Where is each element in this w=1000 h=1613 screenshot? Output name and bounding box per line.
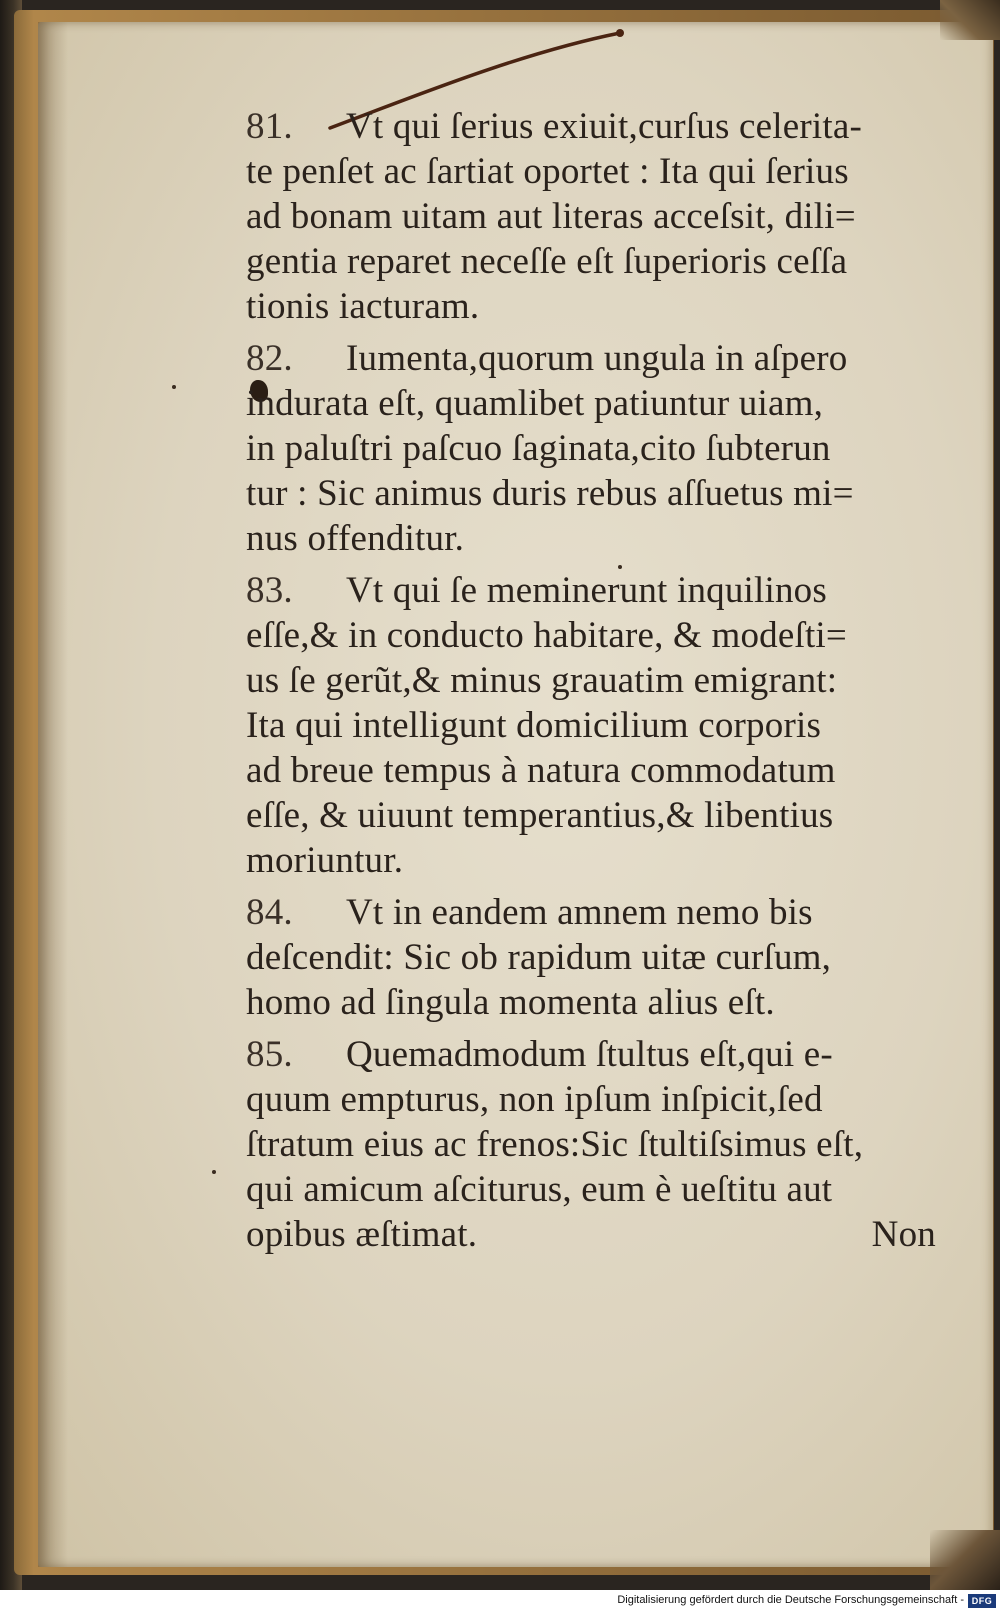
paragraph-number: 84. — [246, 892, 293, 933]
text-line — [246, 284, 936, 329]
line-text: te penſet ac ſartiat oportet : Ita qui ſerius — [246, 151, 849, 192]
footer-credit: Digitalisierung gefördert durch die Deutsche Forschungsgemeinschaft - — [617, 1594, 964, 1606]
line-text: quum empturus, non ipſum inſpicit,ſed — [246, 1079, 823, 1120]
text-line — [246, 194, 936, 239]
text-line — [246, 1212, 936, 1257]
page-text — [246, 104, 936, 1264]
text-line — [246, 1077, 936, 1122]
paragraph-number: 82. — [246, 338, 293, 379]
text-line — [246, 658, 936, 703]
line-text: indurata eſt, quamlibet patiuntur uiam, — [246, 383, 824, 424]
dfg-logo: DFG — [968, 1594, 996, 1608]
paragraph — [246, 104, 936, 329]
paper-speck — [172, 385, 176, 389]
line-text: Ita qui intelligunt domicilium corporis — [246, 705, 822, 746]
line-text: tur : Sic animus duris rebus aſſuetus mi= — [246, 473, 854, 514]
text-line — [246, 935, 936, 980]
page-corner-top — [940, 0, 1000, 40]
line-text: Iumenta,quorum ungula in aſpero — [346, 338, 848, 379]
text-line — [246, 381, 936, 426]
paragraph-number: 81. — [246, 106, 293, 147]
text-line — [246, 239, 936, 284]
text-line — [246, 793, 936, 838]
paragraph — [246, 568, 936, 883]
paragraph-number: 83. — [246, 570, 293, 611]
line-text: eſſe,& in conducto habitare, & modeſti= — [246, 615, 847, 656]
paragraph — [246, 336, 936, 561]
line-text: nus offenditur. — [246, 518, 465, 559]
line-text: in paluſtri paſcuo ſaginata,cito ſubterun — [246, 428, 831, 469]
gutter-shadow — [38, 22, 68, 1567]
text-line — [246, 1167, 936, 1212]
text-line — [246, 104, 936, 149]
line-text: qui amicum aſciturus, eum è ueſtitu aut — [246, 1169, 833, 1210]
paragraph — [246, 890, 936, 1025]
text-line — [246, 980, 936, 1025]
text-line — [246, 568, 936, 613]
text-line — [246, 1122, 936, 1167]
line-text: ad bonam uitam aut literas acceſsit, dili= — [246, 196, 856, 237]
text-line — [246, 149, 936, 194]
text-line — [246, 890, 936, 935]
line-text: ad breue tempus à natura commodatum — [246, 750, 836, 791]
text-line — [246, 336, 936, 381]
line-text: homo ad ſingula momenta alius eſt. — [246, 982, 775, 1023]
text-line — [246, 426, 936, 471]
line-text: deſcendit: Sic ob rapidum uitæ curſum, — [246, 937, 832, 978]
paragraph — [246, 1032, 936, 1257]
line-text: moriuntur. — [246, 840, 404, 881]
paper-speck — [212, 1170, 216, 1174]
text-line — [246, 1032, 936, 1077]
digitization-footer — [0, 1590, 1000, 1613]
text-line — [246, 516, 936, 561]
line-text: tionis iacturam. — [246, 286, 480, 327]
line-text: us ſe gerũt,& minus grauatim emigrant: — [246, 660, 838, 701]
text-line — [246, 748, 936, 793]
paragraph-number: 85. — [246, 1034, 293, 1075]
text-line — [246, 613, 936, 658]
line-text: opibus æſtimat. — [246, 1214, 478, 1255]
catchword: Non — [871, 1214, 936, 1255]
line-text: Vt in eandem amnem nemo bis — [346, 892, 813, 933]
line-text: Quemadmodum ſtultus eſt,qui e- — [346, 1034, 833, 1075]
text-line — [246, 471, 936, 516]
line-text: ſtratum eius ac frenos:Sic ſtultiſsimus eſt, — [246, 1124, 864, 1165]
text-line — [246, 838, 936, 883]
page-corner-bottom — [930, 1530, 1000, 1590]
line-text: gentia reparet neceſſe eſt ſuperioris ceſſa — [246, 241, 848, 282]
line-text: Vt qui ſerius exiuit,curſus celerita- — [346, 106, 862, 147]
text-line — [246, 703, 936, 748]
line-text: eſſe, & uiuunt temperantius,& libentius — [246, 795, 834, 836]
line-text: Vt qui ſe meminerunt inquilinos — [346, 570, 827, 611]
